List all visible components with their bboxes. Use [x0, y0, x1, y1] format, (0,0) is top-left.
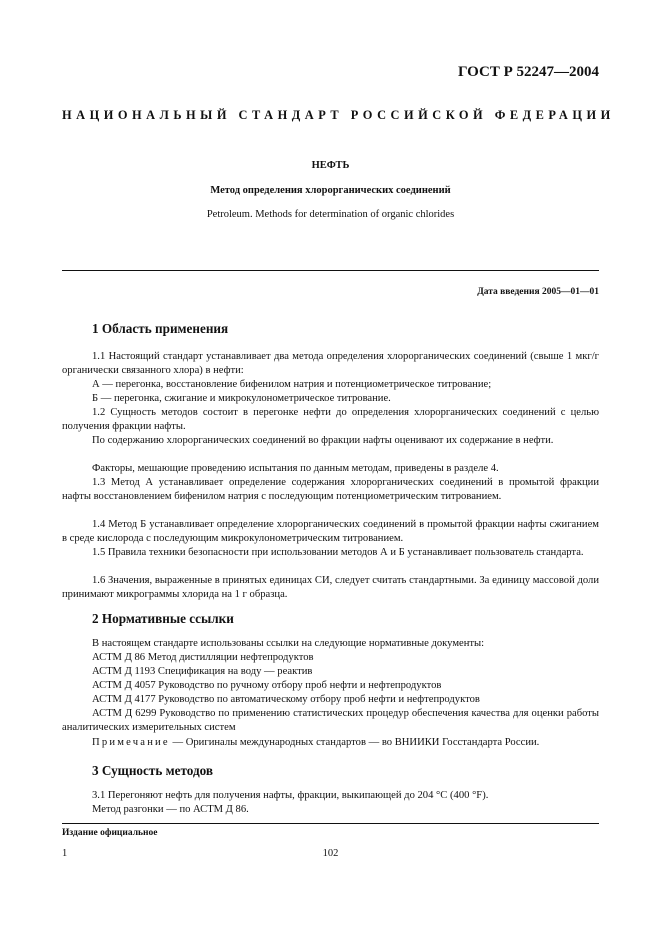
title-divider [62, 270, 599, 271]
paragraph-1-2: 1.2 Сущность методов состоит в перегонке нефти до определения хлорорганических соединений с целью получения фракции нафты. [62, 407, 599, 432]
note-text: — Оригиналы международных стандартов — во ВНИИКИ Госстандарта России. [169, 737, 540, 748]
section-2-heading: 2 Нормативные ссылки [92, 611, 234, 626]
paragraph-factors: Факторы, мешающие проведению испытания по данным методам, приведены в разделе 4. [92, 463, 499, 474]
paragraph-3-1: 3.1 Перегоняют нефть для получения нафты, фракции, выкипающей до 204 °С (400 °F). [92, 790, 489, 801]
reference-d4057: АСТМ Д 4057 Руководство по ручному отбору проб нефти и нефтепродуктов [92, 680, 442, 691]
paragraph-1-1: 1.1 Настоящий стандарт устанавливает два метода определения хлорорганических соединений (свыше 1 мкг/г органически связанного хлора) в нефти: [62, 351, 599, 376]
paragraph-1-4: 1.4 Метод Б устанавливает определение хлорорганических соединений в промытой фракции нафты сжиганием в среде кислорода с последующим микрокулонометрическим титрованием. [62, 519, 599, 544]
official-edition: Издание официальное [62, 828, 158, 838]
page-left-number: 1 [62, 848, 68, 859]
paragraph-method-a: А — перегонка, восстановление бифенилом натрия и потенциометрическое титрование; [92, 379, 492, 390]
national-standard-heading: НАЦИОНАЛЬНЫЙ СТАНДАРТ РОССИЙСКОЙ ФЕДЕРАЦИИ [62, 108, 615, 122]
note-label: Примечание [92, 737, 170, 748]
section-3-heading: 3 Сущность методов [92, 763, 214, 778]
document-title: НЕФТЬ [311, 160, 350, 171]
paragraph-1-6: 1.6 Значения, выраженные в принятых единицах СИ, следует считать стандартными. За единицу массовой доли принимают микрограммы хлорида на 1 г образца. [62, 575, 599, 600]
gost-number: ГОСТ Р 52247—2004 [457, 64, 599, 80]
references-intro: В настоящем стандарте использованы ссылки на следующие нормативные документы: [92, 638, 485, 649]
note [92, 737, 539, 748]
reference-d1193: АСТМ Д 1193 Спецификация на воду — реактив [92, 666, 313, 677]
section-1-heading: 1 Область применения [92, 321, 229, 336]
paragraph-1-3: 1.3 Метод А устанавливает определение содержания хлорорганических соединений в промытой фракции нафты восстановлением бифенилом натрия с последующим потенциометрическим титрованием. [62, 477, 599, 502]
introduction-date: Дата введения 2005—01—01 [477, 287, 599, 297]
reference-d6299: АСТМ Д 6299 Руководство по применению статистических процедур обеспечения качества для оценки работы аналитических измерительных систем [62, 708, 599, 733]
paragraph-1-5: 1.5 Правила техники безопасности при использовании методов А и Б устанавливает пользователь стандарта. [92, 547, 584, 558]
document-subtitle: Метод определения хлорорганических соединений [210, 185, 451, 196]
english-title: Petroleum. Methods for determination of organic chlorides [206, 209, 455, 220]
reference-d86: АСТМ Д 86 Метод дистилляции нефтепродуктов [92, 652, 314, 663]
paragraph-distillation: Метод разгонки — по АСТМ Д 86. [92, 804, 249, 815]
paragraph-content: По содержанию хлорорганических соединений во фракции нафты оценивают их содержание в нефти. [92, 435, 554, 446]
page-number: 102 [322, 848, 339, 859]
reference-d4177: АСТМ Д 4177 Руководство по автоматическому отбору проб нефти и нефтепродуктов [92, 694, 480, 705]
footer-divider [62, 823, 599, 824]
paragraph-method-b: Б — перегонка, сжигание и микрокулонометрическое титрование. [92, 393, 391, 404]
